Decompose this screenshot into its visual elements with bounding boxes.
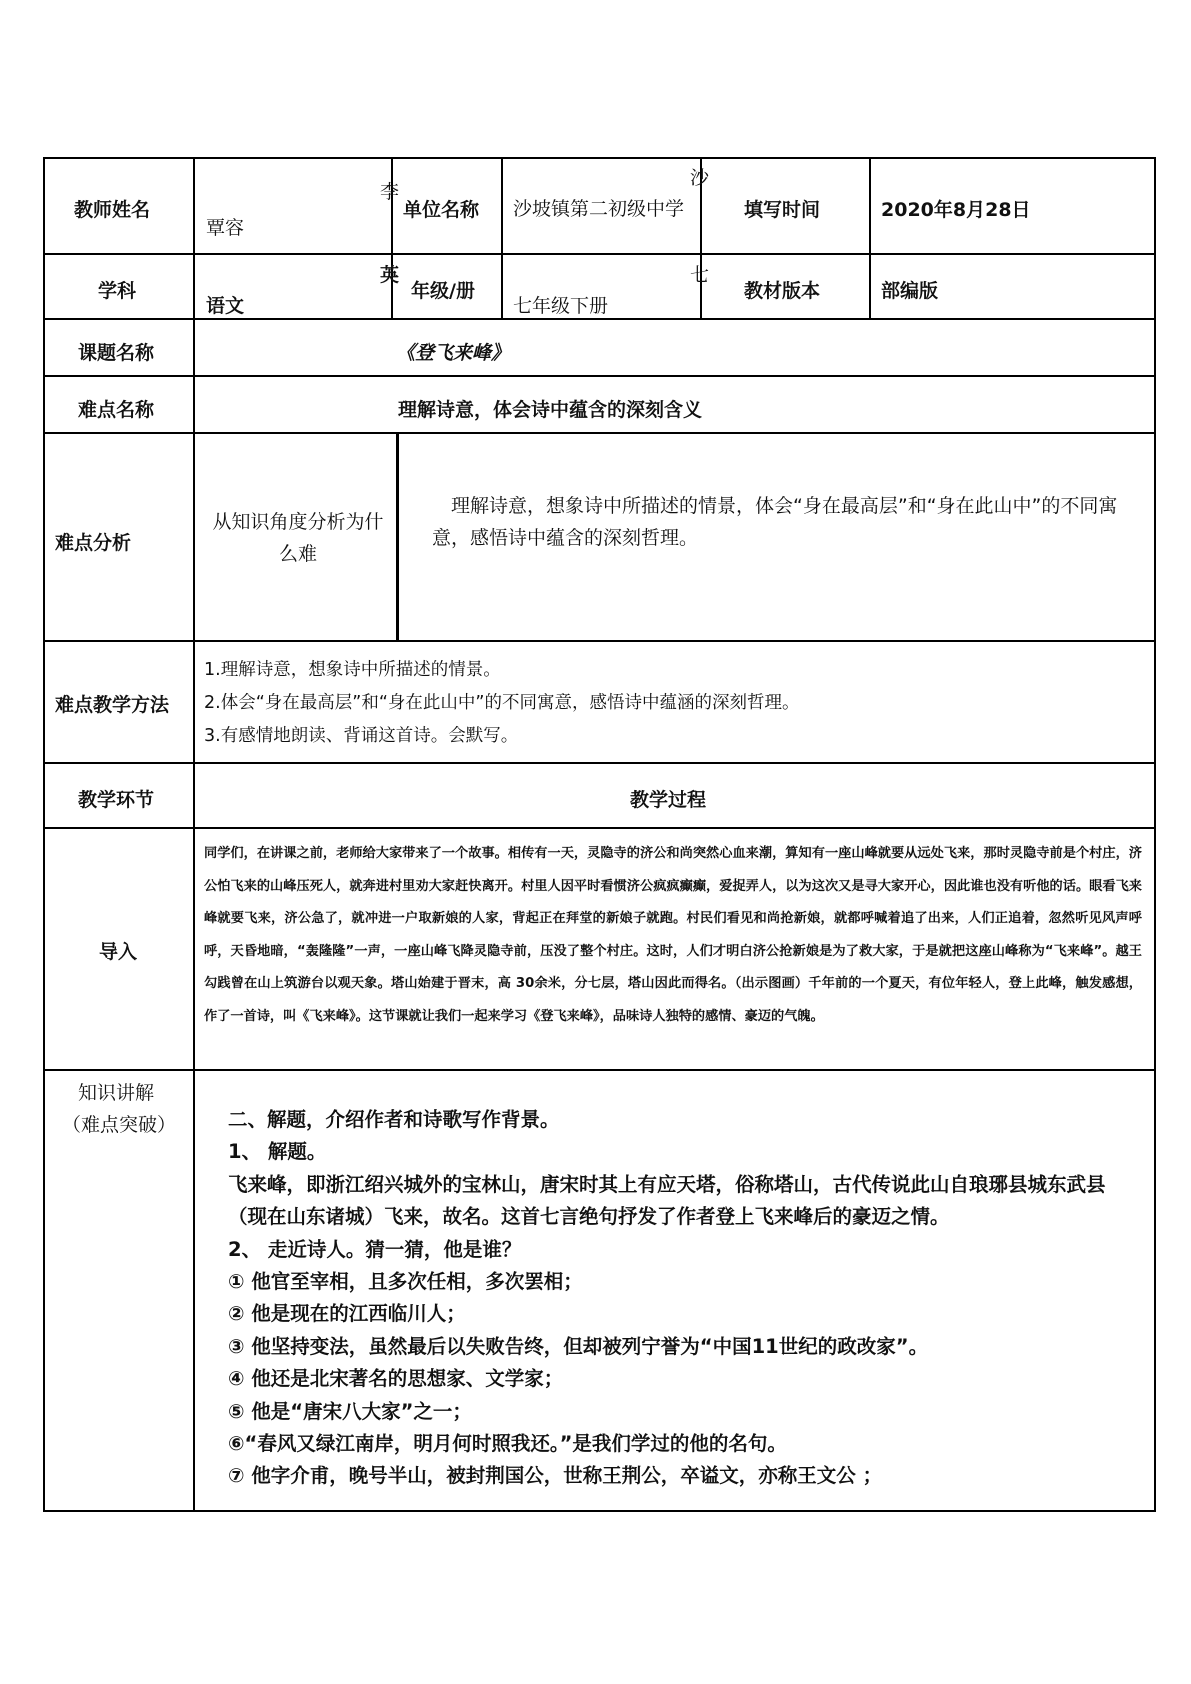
grid-line — [43, 432, 1156, 434]
knowledge-line: ⑦ 他字介甫，晚号半山，被封荆国公，世称王荆公，卒谥文，亦称王文公 ； — [228, 1464, 883, 1488]
grid-line — [43, 318, 1156, 320]
analysis-sublabel: 从知识角度分析为什么难 — [212, 511, 384, 565]
subject-value: 语文 — [206, 295, 245, 317]
knowledge-line: 1、 解题。 — [228, 1140, 327, 1164]
method-item: 2.体会“身在最高层”和“身在此山中”的不同寓意，感悟诗中蕴涵的深刻哲理。 — [204, 693, 800, 713]
grid-line — [43, 827, 1156, 829]
difficulty-label: 难点名称 — [78, 399, 155, 421]
topic-label: 课题名称 — [78, 342, 155, 364]
knowledge-line: 二、解题，介绍作者和诗歌写作背景。 — [228, 1108, 560, 1131]
section-value: 教学过程 — [630, 789, 707, 811]
date-value: 2020年8月28日 — [881, 199, 1031, 221]
knowledge-line: 2、 走近诗人。猜一猜，他是谁？ — [228, 1237, 522, 1261]
knowledge-line: ④ 他还是北宋著名的思想家、文学家； — [228, 1367, 564, 1391]
knowledge-label-line1: 知识讲解 — [78, 1082, 155, 1104]
knowledge-line: ③ 他坚持变法，虽然最后以失败告终，但却被列宁誉为“中国11世纪的政改家”。 — [228, 1334, 929, 1358]
knowledge-line: 飞来峰，即浙江绍兴城外的宝林山，唐宋时其上有应天塔，俗称塔山，古代传说此山自琅琊县城东武县（现在山东诸城）飞来，故名。这首七言绝句抒发了作者登上飞来峰后的豪迈之情。 — [228, 1172, 1106, 1229]
grid-line — [869, 157, 871, 319]
subject-label: 学科 — [98, 280, 137, 302]
grid-line — [43, 375, 1156, 377]
grid-line — [43, 157, 1156, 159]
edition-value: 部编版 — [881, 280, 939, 302]
grid-line — [193, 157, 195, 1512]
unit-top: 沙 — [690, 167, 710, 189]
grid-line — [43, 157, 45, 1512]
unit-name: 沙坡镇第二初级中学 — [513, 198, 685, 220]
method-label: 难点教学方法 — [55, 694, 170, 716]
grid-line — [501, 157, 503, 319]
knowledge-line: ① 他官至宰相，且多次任相，多次罢相； — [228, 1270, 583, 1294]
date-label: 填写时间 — [744, 199, 821, 221]
topic-value: 《登飞来峰》 — [396, 342, 511, 364]
teacher-name: 覃容 — [206, 217, 245, 239]
knowledge-line: ⑥“春风又绿江南岸，明月何时照我还。”是我们学过的他的名句。 — [228, 1432, 787, 1456]
intro-text: 同学们，在讲课之前，老师给大家带来了一个故事。相传有一天，灵隐寺的济公和尚突然心血来潮，算知有一座山峰就要从远处飞来，那时灵隐寺前是个村庄，济公怕飞来的山峰压死人，就奔进村里劝大家赶快离开。村里人因平时看惯济公疯疯癫癫，爱捉弄人，以为这次又是寻大家开心，因此谁也没有听他的话。眼看飞来峰就要飞来，济公急了，就冲进一户取新娘的人家，背起正在拜堂的新娘子就跑。村民们看见和尚抢新娘，就都呼喊着追了出来，人们正追着，忽然听见风声呼呼，天昏地暗，“轰隆隆”一声，一座山峰飞降灵隐寺前，压没了整个村庄。这时，人们才明白济公抢新娘是为了救大家，于是就把这座山峰称为“飞来峰”。越王勾践曾在山上筑游台以观天象。塔山始建于晋末，高 30余米，分七层，塔山因此而得名。（出示图画）千年前的一个夏天，有位年轻人，登上此峰，触发感想，作了一首诗，叫《飞来峰》。这节课就让我们一起来学习《登飞来峰》，品味诗人独特的感情、豪迈的气魄。 — [204, 846, 1142, 1024]
intro-label: 导入 — [99, 941, 138, 963]
grid-line — [43, 1069, 1156, 1071]
grade-top: 七 — [690, 264, 710, 286]
knowledge-label-line2: （难点突破） — [62, 1114, 177, 1136]
analysis-content: 理解诗意，想象诗中所描述的情景，体会“身在最高层”和“身在此山中”的不同寓意，感悟诗中蕴含的深刻哲理。 — [432, 495, 1118, 549]
grid-line — [43, 640, 1156, 642]
knowledge-content — [228, 1104, 1118, 1493]
analysis-label: 难点分析 — [55, 532, 132, 554]
grade-value: 七年级下册 — [513, 295, 609, 317]
grid-line — [43, 762, 1156, 764]
teacher-label: 教师姓名 — [74, 199, 151, 221]
grid-line — [1154, 157, 1156, 1512]
method-list — [204, 654, 1144, 753]
subject-top: 英 — [380, 264, 400, 286]
grade-label: 年级/册 — [411, 280, 475, 302]
section-label: 教学环节 — [78, 789, 155, 811]
difficulty-value: 理解诗意，体会诗中蕴含的深刻含义 — [398, 399, 703, 421]
grid-line — [396, 432, 399, 641]
grid-line — [43, 1510, 1156, 1512]
unit-label: 单位名称 — [403, 199, 480, 221]
grid-line — [43, 253, 1156, 255]
knowledge-line: ② 他是现在的江西临川人； — [228, 1302, 466, 1326]
teacher-name-top: 李 — [380, 181, 400, 203]
knowledge-line: ⑤ 他是“唐宋八大家”之一； — [228, 1399, 472, 1423]
method-item: 1.理解诗意，想象诗中所描述的情景。 — [204, 660, 501, 680]
edition-label: 教材版本 — [744, 280, 821, 302]
method-item: 3.有感情地朗读、背诵这首诗。会默写。 — [204, 726, 519, 746]
